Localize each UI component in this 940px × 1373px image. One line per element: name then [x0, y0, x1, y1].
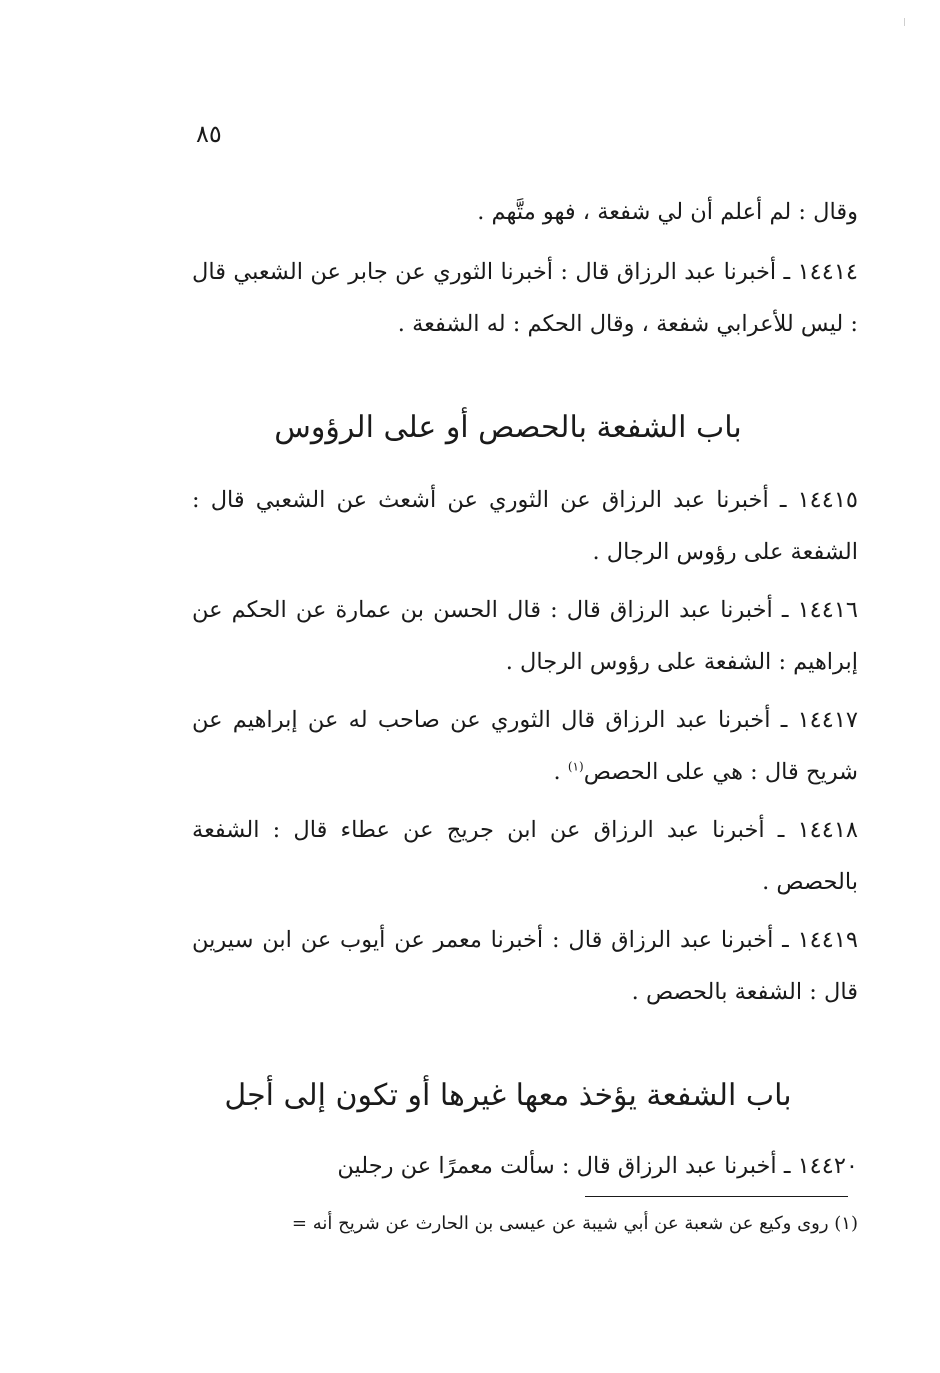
hadith-14417-tail: . [553, 759, 568, 785]
scan-corner-mark [904, 18, 905, 26]
hadith-14415: ١٤٤١٥ ـ أخبرنا عبد الرزاق عن الثوري عن أشعث عن الشعبي قال : الشفعة على رؤوس الرجال . [192, 487, 858, 565]
paragraph-continuation: وقال : لم أعلم أن لي شفعة ، فهو متَّهم . [477, 199, 858, 225]
hadith-14418: ١٤٤١٨ ـ أخبرنا عبد الرزاق عن ابن جريج عن عطاء قال : الشفعة بالحصص . [192, 817, 858, 895]
hadith-14416: ١٤٤١٦ ـ أخبرنا عبد الرزاق قال : قال الحسن بن عمارة عن الحكم عن إبراهيم : الشفعة على رؤوس الرجال . [192, 597, 858, 675]
footnote-reference[interactable]: (١) [567, 759, 584, 774]
hadith-14417-text: ١٤٤١٧ ـ أخبرنا عبد الرزاق قال الثوري عن صاحب له عن إبراهيم عن شريح قال : هي على الحصص [192, 707, 858, 785]
chapter-heading-shares-or-heads: باب الشفعة بالحصص أو على الرؤوس [274, 410, 742, 445]
hadith-14419: ١٤٤١٩ ـ أخبرنا عبد الرزاق قال : أخبرنا معمر عن أيوب عن ابن سيرين قال : الشفعة بالحصص . [192, 927, 858, 1005]
hadith-14417 [192, 694, 858, 798]
hadith-14414: ١٤٤١٤ ـ أخبرنا عبد الرزاق قال : أخبرنا الثوري عن جابر عن الشعبي قال : ليس للأعرابي شفعة ، وقال الحكم : له الشفعة . [192, 259, 858, 337]
footnote-1: (١) روى وكيع عن شعبة عن أبي شيبة عن عيسى بن الحارث عن شريح أنه = [291, 1213, 858, 1234]
page-number: ٨٥ [196, 120, 222, 148]
footnote-separator [585, 1196, 848, 1197]
chapter-heading-deferred-shufa: باب الشفعة يؤخذ معها غيرها أو تكون إلى أجل [224, 1078, 792, 1113]
hadith-14420: ١٤٤٢٠ ـ أخبرنا عبد الرزاق قال : سألت معمرًا عن رجلين [337, 1153, 858, 1179]
